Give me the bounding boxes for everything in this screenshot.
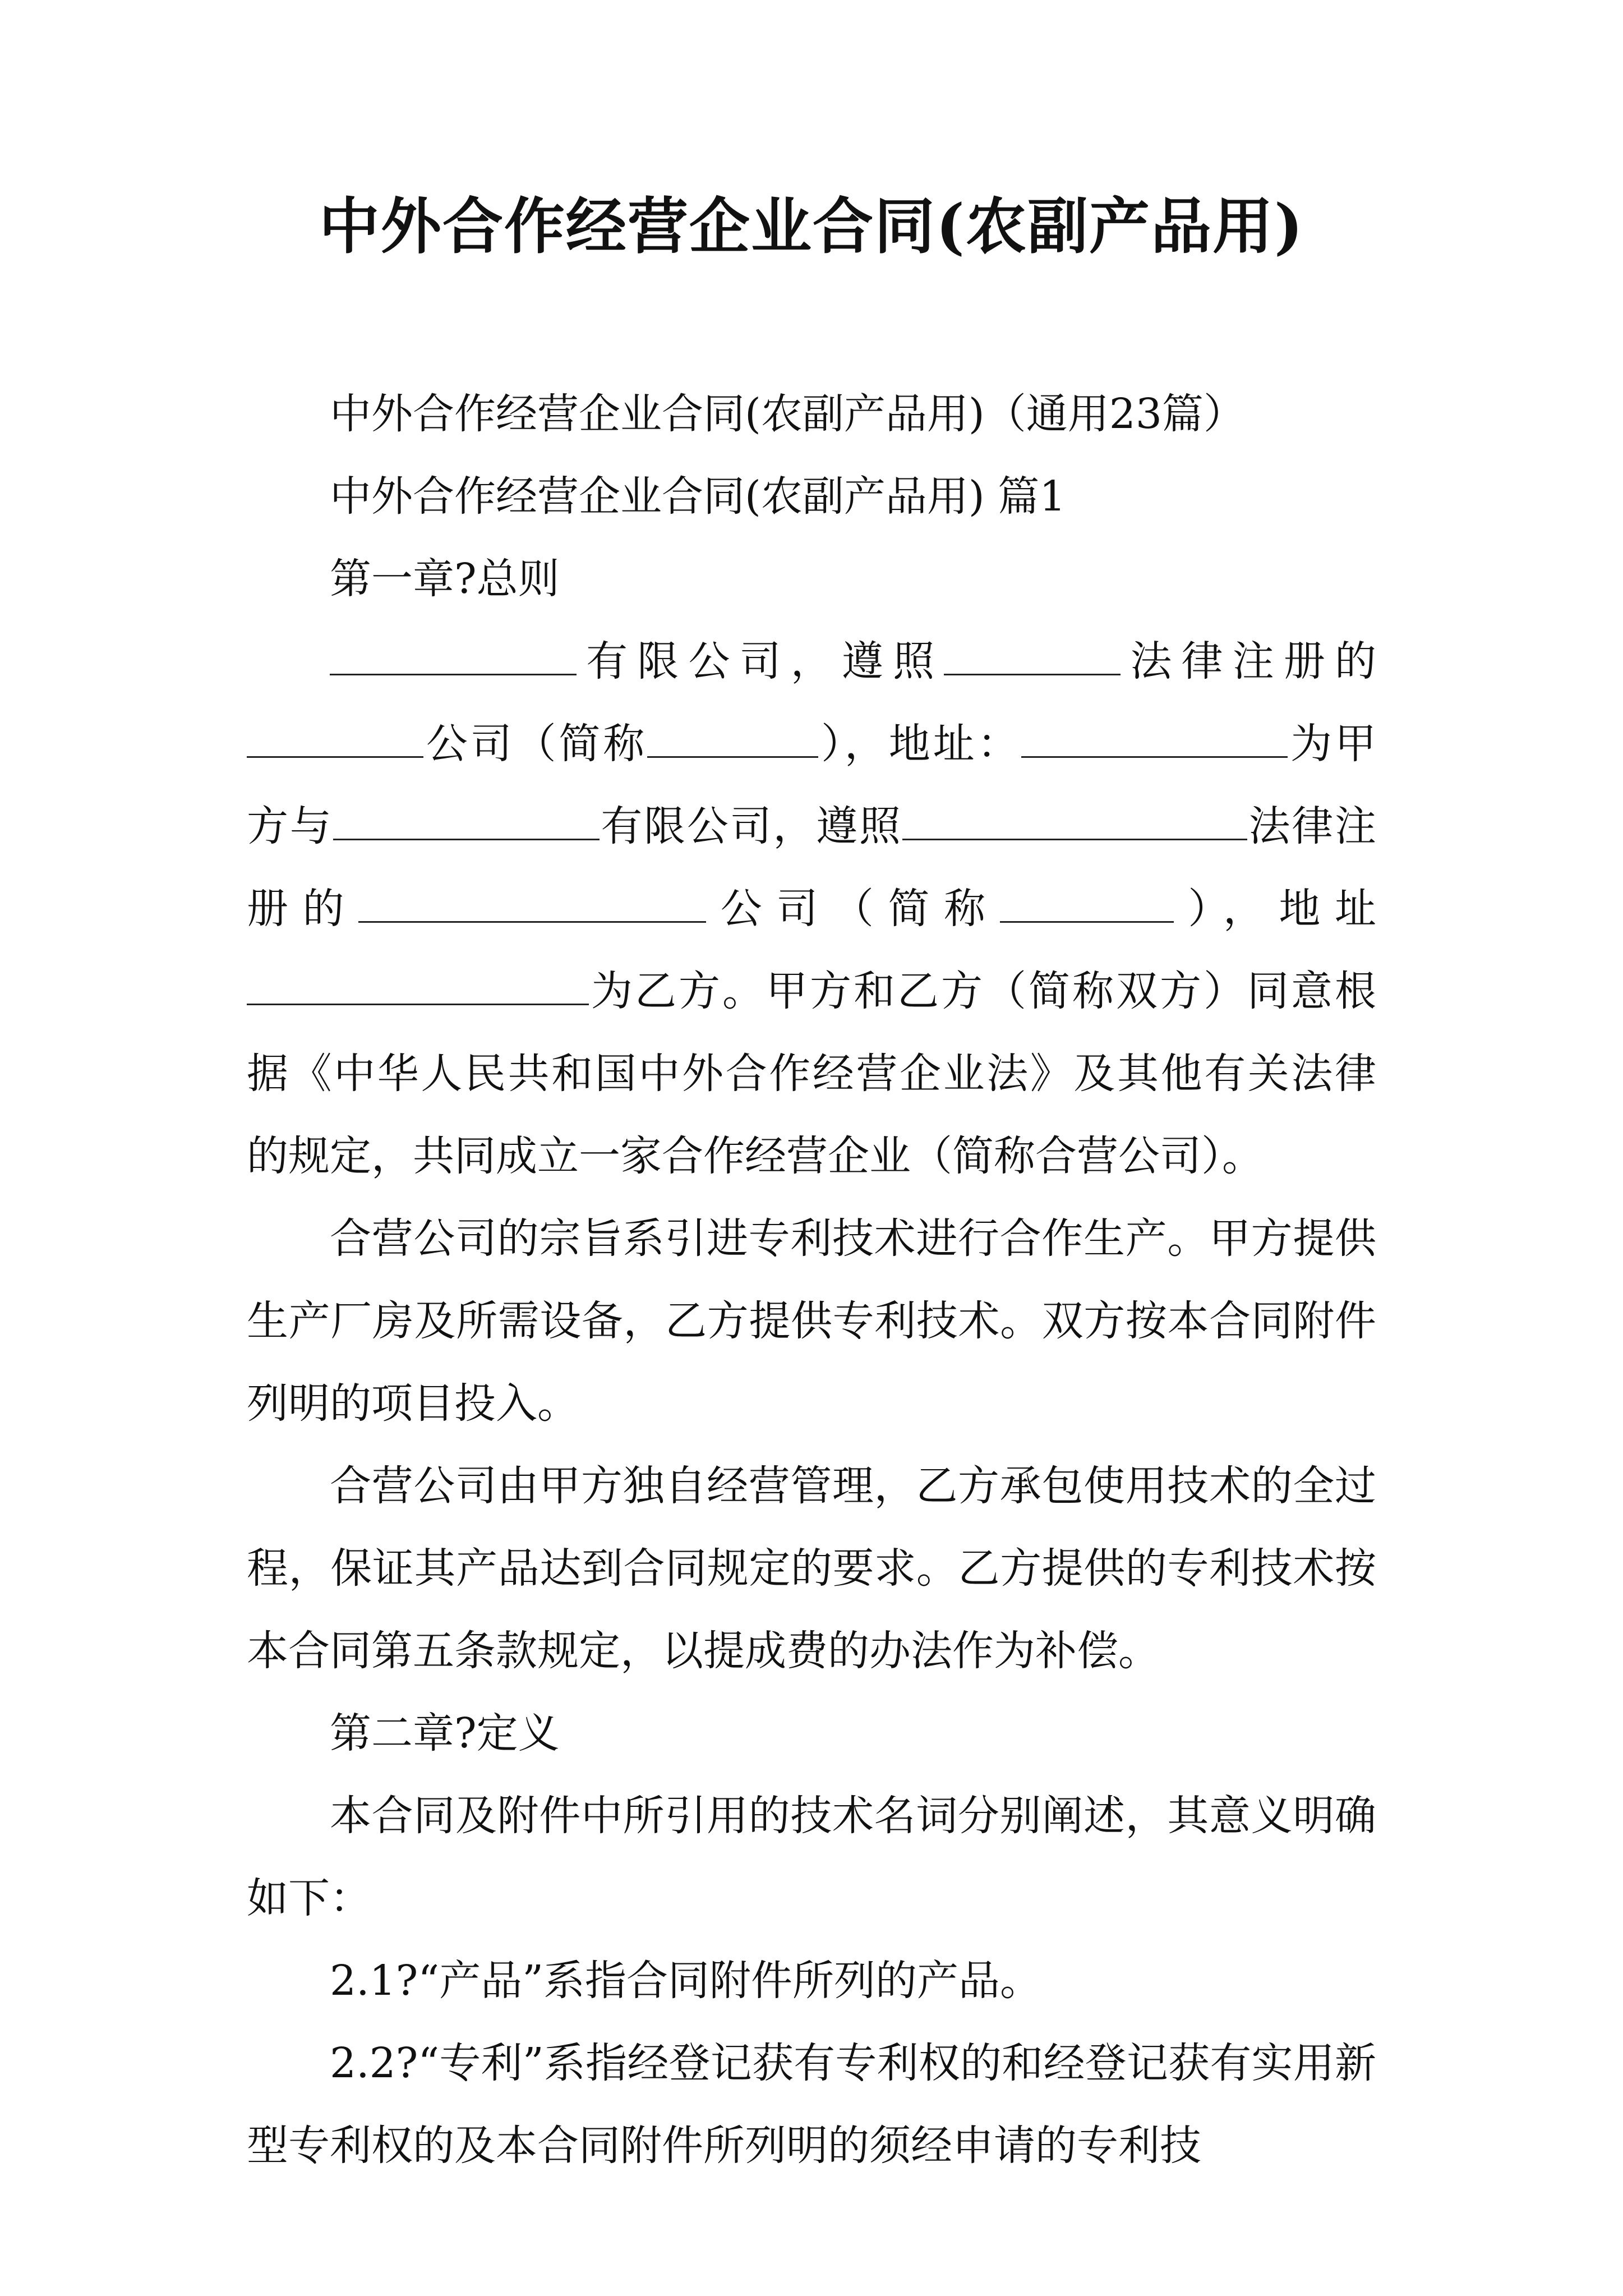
parties-text: 为甲 xyxy=(1288,720,1377,768)
document-subtitle: 中外合作经营企业合同(农副产品用)（通用23篇） xyxy=(330,390,1245,438)
management-paragraph: 合营公司由甲方独自经营管理，乙方承包使用技术的全过程，保证其产品达到合同规定的要求。乙方提供的专利技术按本合同第五条款规定，以提成费的办法作为补偿。 xyxy=(247,1462,1376,1675)
parties-paragraph xyxy=(247,620,1376,1198)
blank-field xyxy=(358,884,706,923)
parties-line-4 xyxy=(247,868,1376,950)
parties-line-2 xyxy=(247,703,1376,785)
blank-field xyxy=(1000,884,1174,923)
blank-field xyxy=(247,967,589,1005)
chapter-1-heading: 第一章?总则 xyxy=(330,555,560,603)
parties-text: ），地址 xyxy=(1173,885,1377,933)
blank-field xyxy=(944,637,1121,675)
definition-2-2: 2.2?“专利”系指经登记获有专利权的和经登记获有实用新型专利权的及本合同附件所列明的须经申请的专利技 xyxy=(247,2039,1376,2170)
document-body xyxy=(247,373,1376,2187)
blank-field xyxy=(330,637,577,675)
parties-text: 公司（简称 xyxy=(423,720,648,768)
parties-text: ），地址： xyxy=(818,720,1022,768)
parties-text: 法律注册的 xyxy=(1121,637,1377,685)
blank-field xyxy=(333,802,600,840)
definitions-paragraph: 本合同及附件中所引用的技术名词分别阐述，其意义明确如下： xyxy=(247,1792,1376,1922)
parties-line-6: 据《中华人民共和国中外合作经营企业法》及其他有关法律 xyxy=(247,1050,1376,1098)
parties-text: 有限公司，遵照 xyxy=(599,802,902,850)
parties-line-1 xyxy=(247,620,1376,703)
parties-text: 公司（简称 xyxy=(706,885,1000,933)
blank-field xyxy=(902,802,1247,840)
chapter-2-heading: 第二章?定义 xyxy=(330,1709,560,1757)
parties-line-3 xyxy=(247,785,1376,868)
parties-text: 有限公司，遵照 xyxy=(577,637,944,685)
parties-text: 为乙方。甲方和乙方（简称双方）同意根 xyxy=(589,967,1376,1015)
definition-2-1: 2.1?“产品”系指合同附件所列的产品。 xyxy=(330,1957,1042,2005)
document-title: 中外合作经营企业合同(农副产品用) xyxy=(319,191,1304,262)
parties-text: 法律注 xyxy=(1247,802,1377,850)
section-heading: 中外合作经营企业合同(农副产品用) 篇1 xyxy=(330,472,1066,521)
blank-field xyxy=(1021,719,1288,758)
blank-field xyxy=(647,719,818,758)
parties-text: 册的 xyxy=(247,885,359,933)
parties-line-7: 的规定，共同成立一家合作经营企业（简称合营公司）。 xyxy=(247,1132,1264,1180)
parties-line-5 xyxy=(247,950,1376,1033)
purpose-paragraph: 合营公司的宗旨系引进专利技术进行合作生产。甲方提供生产厂房及所需设备，乙方提供专利技术。双方按本合同附件列明的项目投入。 xyxy=(247,1214,1376,1428)
blank-field xyxy=(247,719,423,758)
parties-text: 方与 xyxy=(247,802,333,850)
